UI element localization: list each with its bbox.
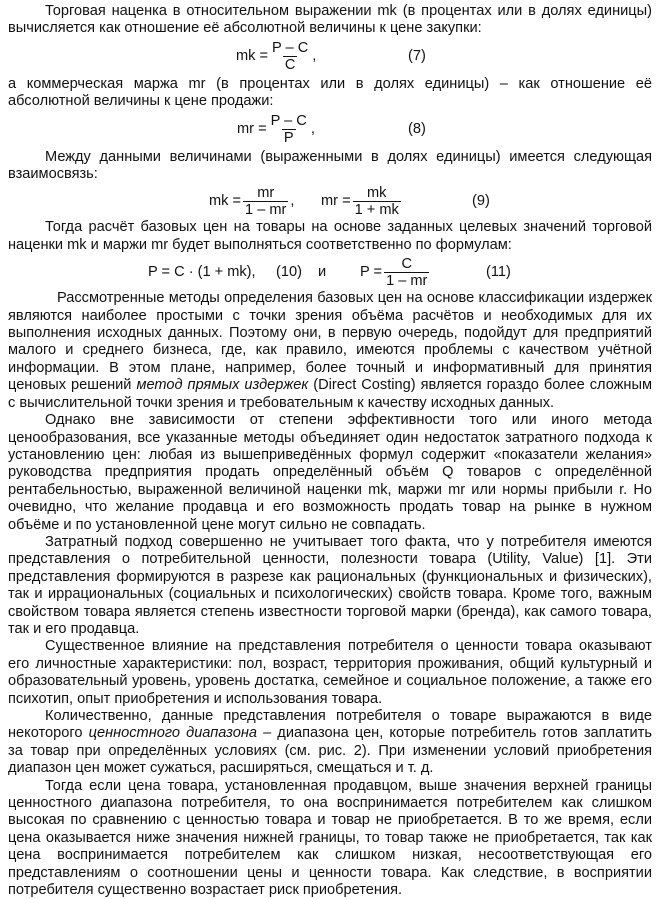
paragraph-relationship: Между данными величинами (выраженными в долях единицы) имеется следующая взаимосвязь: [8, 148, 652, 183]
formula-8-denominator: P [283, 130, 294, 147]
formula-11-fraction [384, 256, 429, 289]
formula-9a-fraction [243, 185, 288, 218]
paragraph-cost-methods-text-1: Рассмотренные методы определения базовых цен на основе классификации издержек являются наиболее простыми с точки зрения объёма расчётов и необходимых для их выполнения исходных данных. Поэтому они, в первую очередь, подойдут для предприятий малого и среднего бизнеса, где, как правило, имеются проблемы с качеством учётной информации. В этом плане, например, более точный и информативный для принятия ценовых решений [8, 290, 652, 394]
equation-number-7: (7) [408, 48, 426, 65]
formula-9a-expression [209, 183, 294, 219]
formula-9a-denominator: 1 – mr [245, 201, 287, 218]
formula-7-denominator: C [284, 57, 296, 74]
formula-10-11 [8, 254, 652, 290]
paragraph-base-price-calc: Тогда расчёт базовых цен на товары на основе заданных целевых значений торговой наценки mk и маржи mr будет выполняться соответственно по формулам: [8, 219, 652, 253]
formula-7-comma: , [312, 48, 317, 65]
paragraph-price-perception: Тогда если цена товара, установленная продавцом, выше значения верхней границы ценностного диапазона потребителя, то она воспринимается потребителем как слишком высокая по сравнению с ценностью товара и товар не приобретается. В то же время, если цена оказывается ниже значения нижней границы, то товар также не приобретается, так как цена воспринимается потребителем как слишком низкая, несоответствующая его представлениям о соотношении цены и ценности товара. Как следствие, в восприятии потребителя существенно возрастает риск приобретения. [8, 777, 652, 899]
formula-7-expression [236, 38, 316, 76]
formula-7-fraction [270, 40, 310, 73]
formula-9a-numerator: mr [257, 184, 275, 201]
paragraph-value-range-text-2: – диапазона цен, которые потребитель готов заплатить за товар при определённых условиях (см. рис. 2). При изменении условий приобретения диапазон цен может сужаться, расширяться, смещаться и т. д. [8, 725, 652, 777]
formula-11-lhs: P = [360, 263, 383, 280]
paragraph-cost-approach-drawback: Однако вне зависимости от степени эффективности того или иного метода ценообразования, все указанные методы объединяет один недостаток затратного подхода к установлению цен: любая из вышеприведённых формул содержит «показатели желания» руководства предприятия продать определённый объём Q товаров с определённой рентабельностью, выраженной величиной наценки mk, маржи mr или нормы прибыли r. Но очевидно, что желание продавца и его возможность продать товар на рынке в нужном объёме и по установленной цене могут сильно не совпадать. [8, 412, 652, 533]
paragraph-cost-methods-text-2: (Direct Costing) является гораздо более сложным с вычислительной точки зрения и требовательным к качеству исходных данных. [8, 377, 653, 411]
paragraph-margin-definition: а коммерческая маржа mr (в процентах или в долях единицы) – как отношение её абсолютной величины к цене продажи: [8, 75, 652, 110]
formula-9b-lhs: mr = [321, 192, 351, 209]
equation-number-9: (9) [472, 192, 490, 209]
formula-8-numerator: P – C [270, 113, 307, 130]
formula-8 [8, 111, 652, 149]
formula-10-expression: P = C · (1 + mk), [148, 263, 256, 280]
document-page [8, 3, 652, 899]
formula-11-numerator: C [401, 255, 413, 272]
formula-9b-numerator: mk [366, 184, 387, 201]
formula-9a-comma: , [290, 192, 295, 209]
formula-8-comma: , [310, 120, 315, 137]
formula-8-expression [237, 111, 315, 149]
formula-8-fraction [269, 113, 309, 146]
formula-7-numerator: P – C [272, 40, 309, 57]
formula-conjunction: и [318, 263, 327, 280]
formula-9b-expression [321, 183, 403, 219]
formula-9b-denominator: 1 + mk [354, 201, 399, 218]
formula-7-lhs: mk = [236, 48, 269, 65]
formula-11-denominator: 1 – mr [386, 272, 428, 289]
formula-9b-fraction [353, 185, 401, 218]
paragraph-markup-definition: Торговая наценка в относительном выражении mk (в процентах или в долях единицы) вычисляется как отношение её абсолютной величины к цене закупки: [8, 3, 652, 37]
paragraph-cost-methods [8, 290, 652, 412]
formula-11-expression [360, 254, 431, 290]
equation-number-11: (11) [486, 263, 511, 280]
paragraph-value-range-text-1: Количественно, данные представления потребителя о товаре выражаются в виде некоторого [8, 708, 652, 742]
term-value-range: ценностного диапазона [88, 725, 257, 742]
paragraph-consumer-value: Затратный подход совершенно не учитывает того факта, что у потребителя имеются представления о потребительной ценности, полезности товара (Utility, Value) [1]. Эти представления формируются в разрезе как рациональных (функциональных и физических), так и иррациональных (социальных и психологических) свойств товара. Кроме того, важным свойством товара является степень известности торговой марки (бренда), как самого товара, так и его продавца. [8, 533, 652, 637]
paragraph-value-range [8, 708, 652, 778]
formula-9 [8, 183, 652, 219]
term-direct-costing: метод прямых издержек [136, 377, 309, 394]
formula-8-lhs: mr = [237, 120, 267, 137]
formula-9a-lhs: mk = [209, 192, 242, 209]
equation-number-8: (8) [408, 120, 426, 137]
paragraph-personal-characteristics: Существенное влияние на представления потребителя о ценности товара оказывают его личностные характеристики: пол, возраст, территория проживания, общий культурный и образовательный уровень, уровень достатка, семейное и социальное положение, а также его психотип, опыт приобретения и использования товара. [8, 638, 652, 707]
formula-7 [8, 38, 652, 76]
equation-number-10: (10) [276, 263, 302, 280]
